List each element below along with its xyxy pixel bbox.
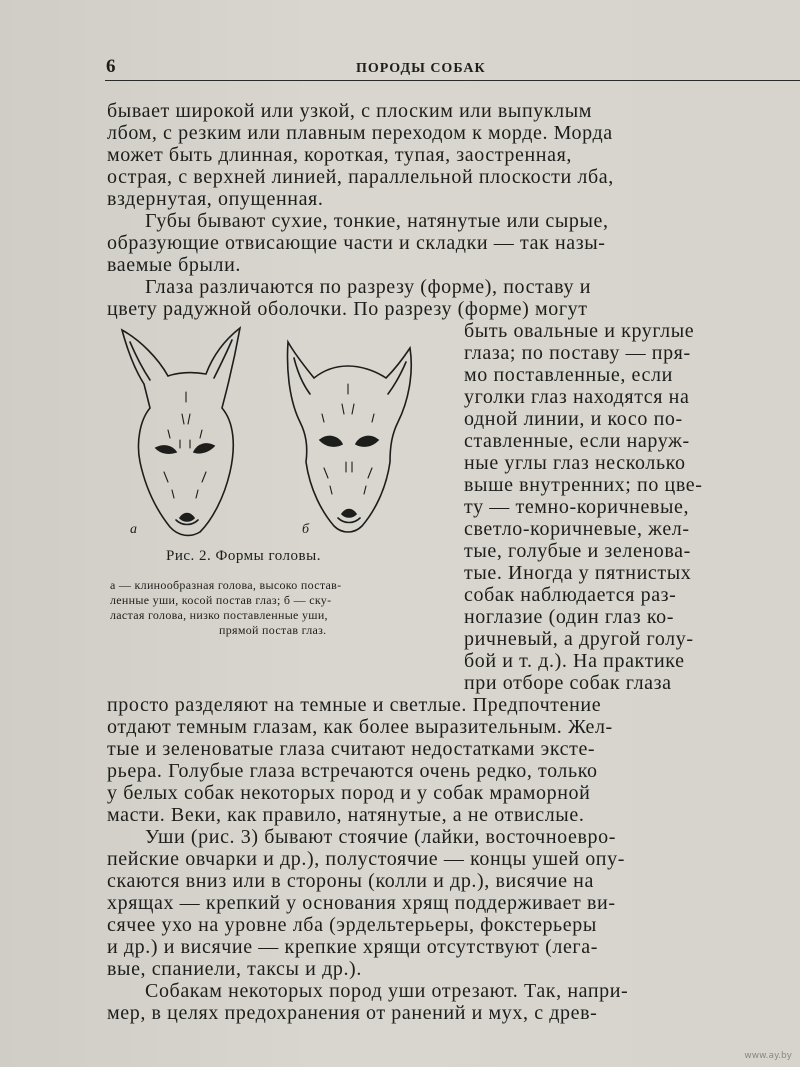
- text-line: образующие отвисающие части и складки — так назы-: [107, 232, 606, 254]
- cheeky-head-drawing: [288, 342, 412, 532]
- text-line: ноглазие (один глаз ко-: [464, 606, 675, 628]
- text-line: ваемые брыли.: [107, 254, 242, 276]
- text-line: ставленные, если наруж-: [464, 430, 690, 452]
- figure-legend-line: ленные уши, косой постав глаз; б — ску-: [110, 593, 332, 607]
- page-number: 6: [106, 56, 116, 77]
- figure-label-b: б: [302, 522, 310, 537]
- text-line: просто разделяют на темные и светлые. Предпочтение: [107, 694, 602, 716]
- text-line: цвету радужной оболочки. По разрезу (форме) могут: [107, 298, 588, 320]
- text-line: лбом, с резким или плавным переходом к морде. Морда: [107, 122, 613, 144]
- text-line: Губы бывают сухие, тонкие, натянутые или сырые,: [145, 210, 609, 232]
- text-line: Уши (рис. 3) бывают стоячие (лайки, восточноевро-: [145, 826, 616, 848]
- watermark: www.ay.by: [744, 1051, 792, 1061]
- text-line: глаза; по поставу — пря-: [464, 342, 691, 364]
- text-line: может быть длинная, короткая, тупая, заостренная,: [107, 144, 572, 166]
- text-line: ту — темно-коричневые,: [464, 496, 690, 518]
- figure-label-a: а: [130, 522, 137, 537]
- figure-legend-line: прямой постав глаз.: [219, 623, 327, 637]
- text-line: скаются вниз или в стороны (колли и др.), висячие на: [107, 870, 594, 892]
- text-line: тые, голубые и зеленова-: [464, 540, 691, 562]
- text-line: при отборе собак глаза: [464, 672, 672, 694]
- running-title: ПОРОДЫ СОБАК: [356, 61, 486, 76]
- figure-legend-line: а — клинообразная голова, высоко постав-: [110, 578, 342, 592]
- text-line: ные углы глаз несколько: [464, 452, 686, 474]
- text-line: тые и зеленоватые глаза считают недостатками эксте-: [107, 738, 596, 760]
- text-line: мо поставленные, если: [464, 364, 673, 386]
- text-line: бывает широкой или узкой, с плоским или выпуклым: [107, 100, 593, 122]
- text-line: Глаза различаются по разрезу (форме), поставу и: [145, 276, 592, 298]
- text-line: у белых собак некоторых пород и у собак мраморной: [107, 782, 591, 804]
- header-rule: [105, 80, 800, 81]
- text-line: тые. Иногда у пятнистых: [464, 562, 692, 584]
- text-line: вые, спаниели, таксы и др.).: [107, 958, 362, 980]
- text-line: хрящах — крепкий у основания хрящ поддерживает ви-: [107, 892, 616, 914]
- text-line: одной линии, и косо по-: [464, 408, 683, 430]
- text-line: и др.) и висячие — крепкие хрящи отсутствуют (лега-: [107, 936, 598, 958]
- text-line: собак наблюдается раз-: [464, 584, 677, 606]
- text-line: мер, в целях предохранения от ранений и мух, с древ-: [107, 1002, 598, 1024]
- text-line: масти. Веки, как правило, натянутые, а не отвислые.: [107, 804, 585, 826]
- figure-caption: Рис. 2. Формы головы.: [166, 548, 321, 564]
- text-line: ричневый, а другой голу-: [464, 628, 694, 650]
- text-line: рьера. Голубые глаза встречаются очень редко, только: [107, 760, 598, 782]
- text-line: отдают темным глазам, как более выразительным. Жел-: [107, 716, 613, 738]
- text-line: светло-коричневые, жел-: [464, 518, 690, 540]
- figure-legend-line: ластая голова, низко поставленные уши,: [110, 608, 328, 622]
- wedge-head-drawing: [122, 328, 240, 535]
- text-line: сячее ухо на уровне лба (эрдельтерьеры, фокстерьеры: [107, 914, 597, 936]
- text-line: вздернутая, опущенная.: [107, 188, 324, 210]
- text-line: бой и т. д.). На практике: [464, 650, 685, 672]
- text-line: острая, с верхней линией, параллельной плоскости лба,: [107, 166, 614, 188]
- text-line: выше внутренних; по цве-: [464, 474, 703, 496]
- text-line: уголки глаз находятся на: [464, 386, 690, 408]
- text-line: Собакам некоторых пород уши отрезают. Так, напри-: [145, 980, 629, 1002]
- text-line: быть овальные и круглые: [464, 320, 695, 342]
- text-line: пейские овчарки и др.), полустоячие — концы ушей опу-: [107, 848, 625, 870]
- dog-heads-illustration: [110, 322, 455, 547]
